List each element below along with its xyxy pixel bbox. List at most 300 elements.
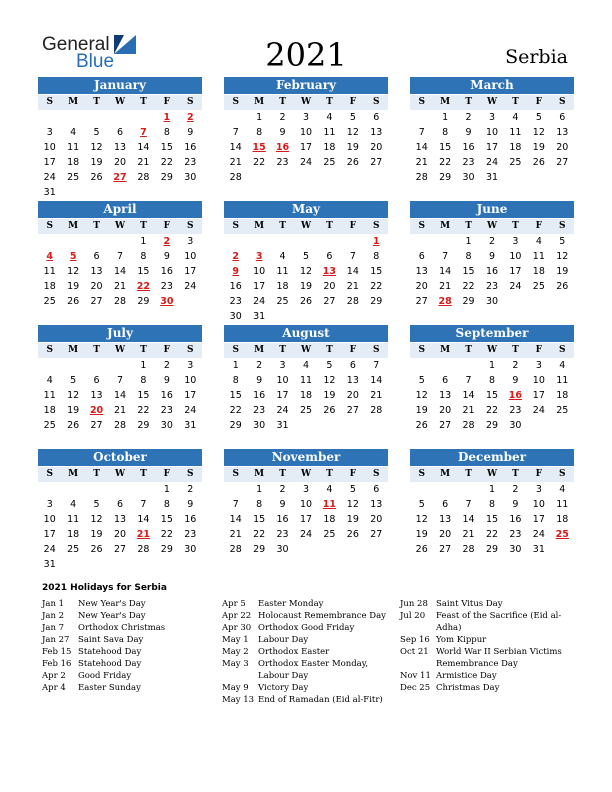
weekday-header (38, 219, 202, 234)
day-cell: 24 (43, 172, 56, 183)
day-cell: 22 (485, 529, 499, 540)
holiday-item (400, 634, 575, 646)
holiday-item (222, 646, 394, 658)
day-cell: 29 (439, 172, 452, 183)
month-title: May (224, 201, 388, 218)
month-title: September (410, 325, 574, 342)
day-cell: 4 (70, 499, 77, 510)
day-cell: 26 (90, 172, 103, 183)
day-cell: 17 (184, 266, 197, 277)
weekday-label: S (418, 469, 425, 479)
day-cell: 13 (439, 514, 452, 525)
day-cell: 14 (462, 514, 475, 525)
day-cell: 27 (556, 157, 569, 168)
month-november (224, 449, 388, 557)
day-cell: 8 (488, 499, 496, 510)
empty-day-cell (247, 234, 270, 249)
day-cell: 9 (163, 375, 170, 386)
day-cell: 1 (488, 360, 496, 371)
holiday-date: Apr 30 (222, 623, 252, 633)
empty-day-cell (433, 358, 456, 373)
month-january (38, 77, 202, 200)
holiday-name: Orthodox Good Friday (258, 623, 355, 633)
day-grid (410, 234, 574, 309)
day-cell: 24 (299, 157, 313, 168)
day-cell: 9 (465, 127, 472, 138)
empty-day-cell (85, 110, 108, 125)
day-cell: 31 (43, 559, 56, 570)
day-cell: 1 (488, 484, 496, 495)
holiday-item (42, 622, 214, 634)
weekday-label: S (232, 469, 239, 479)
day-cell: 22 (439, 157, 452, 168)
day-grid (410, 482, 574, 557)
day-cell: 4 (535, 236, 542, 247)
empty-day-cell (410, 110, 433, 125)
day-cell: 16 (276, 514, 289, 525)
day-cell: 19 (67, 405, 80, 416)
weekday-label: F (535, 97, 543, 107)
weekday-label: F (349, 469, 357, 479)
day-cell: 9 (488, 251, 496, 262)
month-title: April (38, 201, 202, 218)
weekday-label: F (535, 345, 543, 355)
weekday-label: T (512, 97, 519, 107)
day-cell: 18 (67, 529, 80, 540)
day-cell: 27 (90, 296, 103, 307)
holiday-name: Armistice Day (436, 671, 497, 681)
day-cell: 15 (485, 390, 499, 401)
weekday-label: F (349, 345, 357, 355)
empty-day-cell (132, 110, 155, 125)
weekday-label: F (535, 469, 543, 479)
holiday-day-cell: 3 (255, 251, 263, 262)
day-cell: 19 (556, 266, 569, 277)
day-cell: 21 (370, 390, 383, 401)
empty-day-cell (38, 234, 61, 249)
day-cell: 17 (43, 529, 56, 540)
holiday-day-cell: 9 (232, 266, 240, 277)
day-cell: 10 (253, 266, 266, 277)
day-cell: 30 (184, 172, 197, 183)
month-may (224, 201, 388, 324)
holiday-item (400, 682, 575, 694)
weekday-label: W (300, 97, 312, 107)
day-cell: 22 (160, 529, 173, 540)
day-cell: 24 (532, 529, 545, 540)
holiday-item (222, 682, 394, 694)
day-cell: 31 (276, 420, 289, 431)
day-cell: 31 (43, 187, 56, 198)
day-cell: 14 (229, 514, 242, 525)
day-cell: 16 (184, 142, 197, 153)
weekday-header (224, 467, 388, 482)
day-cell: 4 (512, 112, 519, 123)
empty-day-cell (410, 358, 433, 373)
day-cell: 8 (373, 251, 380, 262)
day-cell: 11 (323, 127, 336, 138)
day-cell: 25 (509, 157, 522, 168)
day-cell: 16 (509, 514, 522, 525)
day-cell: 26 (323, 405, 336, 416)
weekday-header (410, 343, 574, 358)
day-cell: 27 (439, 544, 452, 555)
day-cell: 5 (535, 112, 542, 123)
day-cell: 6 (373, 484, 380, 495)
day-cell: 28 (229, 172, 242, 183)
holiday-day-cell: 1 (372, 236, 380, 247)
day-cell: 24 (184, 281, 197, 292)
day-cell: 12 (415, 514, 428, 525)
day-cell: 23 (509, 405, 522, 416)
holiday-day-cell: 21 (136, 529, 151, 540)
empty-day-cell (318, 234, 341, 249)
holiday-item (42, 670, 214, 682)
day-cell: 10 (509, 251, 522, 262)
weekday-label: S (46, 345, 53, 355)
day-cell: 6 (349, 360, 356, 371)
day-cell: 14 (113, 390, 127, 401)
day-cell: 3 (187, 360, 194, 371)
day-cell: 4 (46, 375, 53, 386)
day-cell: 19 (415, 405, 428, 416)
month-august (224, 325, 388, 433)
day-cell: 17 (276, 390, 289, 401)
weekday-label: T (279, 97, 286, 107)
holiday-name: New Year's Day (78, 611, 146, 621)
holidays-column (222, 598, 394, 706)
weekday-label: T (93, 469, 100, 479)
day-cell: 8 (163, 127, 170, 138)
day-cell: 24 (184, 405, 197, 416)
day-cell: 14 (137, 514, 150, 525)
logo-text-blue: Blue (76, 51, 115, 72)
day-grid (38, 482, 202, 572)
day-cell: 15 (160, 142, 173, 153)
weekday-label: T (279, 221, 286, 231)
holiday-name: Easter Monday (258, 599, 324, 609)
day-cell: 7 (418, 127, 425, 138)
holiday-name: Statehood Day (78, 647, 142, 657)
holiday-date: May 9 (222, 683, 249, 693)
day-cell: 23 (276, 157, 289, 168)
holiday-day-cell: 2 (186, 112, 194, 123)
holiday-date: Apr 2 (42, 671, 66, 681)
holiday-date: Feb 15 (42, 647, 72, 657)
day-cell: 5 (326, 360, 333, 371)
weekday-header (410, 467, 574, 482)
weekday-label: S (46, 469, 53, 479)
day-cell: 3 (302, 484, 310, 495)
day-cell: 2 (512, 484, 519, 495)
day-cell: 7 (232, 499, 239, 510)
weekday-label: F (163, 97, 171, 107)
day-cell: 26 (299, 296, 313, 307)
day-cell: 6 (116, 499, 124, 510)
day-cell: 14 (415, 142, 428, 153)
weekday-label: W (300, 345, 312, 355)
day-cell: 4 (279, 251, 286, 262)
day-cell: 22 (137, 405, 150, 416)
day-cell: 8 (465, 251, 472, 262)
day-cell: 23 (160, 281, 173, 292)
holiday-name: Christmas Day (436, 683, 500, 693)
weekday-label: W (300, 469, 312, 479)
day-cell: 10 (532, 499, 545, 510)
holiday-name: End of Ramadan (Eid al-Fitr) (258, 695, 383, 705)
day-cell: 21 (137, 157, 150, 168)
day-cell: 25 (67, 172, 80, 183)
weekday-label: S (373, 469, 380, 479)
holiday-item (222, 598, 394, 610)
day-cell: 30 (276, 544, 289, 555)
day-cell: 10 (184, 251, 197, 262)
day-cell: 5 (93, 127, 100, 138)
day-cell: 22 (462, 281, 475, 292)
day-cell: 18 (556, 390, 569, 401)
day-cell: 25 (43, 420, 56, 431)
weekday-label: T (512, 469, 519, 479)
empty-day-cell (341, 234, 364, 249)
holiday-day-cell: 27 (113, 172, 127, 183)
day-cell: 18 (299, 390, 313, 401)
weekday-label: S (373, 97, 380, 107)
holiday-name: Saint Vitus Day (436, 599, 503, 609)
weekday-label: M (440, 97, 451, 107)
weekday-label: W (486, 469, 498, 479)
holiday-date: Apr 5 (222, 599, 246, 609)
day-cell: 5 (349, 484, 356, 495)
day-cell: 13 (370, 499, 383, 510)
day-cell: 5 (418, 499, 425, 510)
weekday-label: W (486, 221, 498, 231)
weekday-label: W (114, 345, 126, 355)
day-cell: 19 (346, 514, 359, 525)
day-cell: 10 (299, 127, 313, 138)
holiday-name: Victory Day (258, 683, 309, 693)
empty-day-cell (61, 358, 84, 373)
day-cell: 18 (43, 281, 56, 292)
empty-day-cell (271, 234, 294, 249)
day-cell: 28 (113, 296, 127, 307)
holiday-item (400, 610, 575, 634)
weekday-label: T (326, 221, 333, 231)
weekday-header (410, 95, 574, 110)
day-cell: 17 (485, 142, 499, 153)
day-cell: 14 (229, 142, 242, 153)
day-cell: 15 (137, 266, 150, 277)
weekday-label: S (418, 345, 425, 355)
weekday-label: S (418, 221, 425, 231)
calendar-country: Serbia (505, 46, 568, 68)
day-cell: 21 (462, 405, 475, 416)
day-cell: 17 (532, 514, 545, 525)
month-title: February (224, 77, 388, 94)
day-cell: 3 (46, 499, 53, 510)
day-cell: 18 (67, 157, 80, 168)
day-cell: 25 (299, 405, 313, 416)
day-cell: 19 (323, 390, 336, 401)
holiday-item (42, 634, 214, 646)
empty-day-cell (85, 482, 108, 497)
day-cell: 28 (137, 544, 150, 555)
weekday-label: T (93, 97, 100, 107)
day-cell: 3 (535, 360, 542, 371)
day-cell: 10 (276, 375, 289, 386)
day-cell: 26 (90, 544, 103, 555)
weekday-label: F (163, 221, 171, 231)
month-title: March (410, 77, 574, 94)
holiday-date: Apr 22 (222, 611, 252, 621)
day-cell: 20 (370, 142, 383, 153)
weekday-header (224, 95, 388, 110)
weekday-label: M (68, 97, 79, 107)
day-cell: 21 (113, 405, 127, 416)
day-cell: 12 (90, 514, 103, 525)
empty-day-cell (38, 358, 61, 373)
empty-day-cell (85, 234, 108, 249)
day-cell: 13 (113, 142, 127, 153)
day-cell: 1 (256, 112, 263, 123)
day-cell: 14 (370, 375, 383, 386)
day-cell: 21 (229, 529, 242, 540)
holiday-day-cell: 15 (252, 142, 266, 153)
day-cell: 29 (229, 420, 242, 431)
empty-day-cell (61, 482, 84, 497)
day-cell: 25 (67, 544, 80, 555)
empty-day-cell (433, 234, 456, 249)
holiday-date: Feb 16 (42, 659, 72, 669)
day-cell: 8 (140, 375, 147, 386)
day-cell: 3 (46, 127, 53, 138)
day-cell: 11 (532, 251, 545, 262)
day-cell: 15 (253, 514, 266, 525)
weekday-label: W (114, 221, 126, 231)
weekday-label: M (68, 345, 79, 355)
day-cell: 24 (276, 405, 289, 416)
day-cell: 25 (276, 296, 289, 307)
day-cell: 20 (90, 281, 103, 292)
empty-day-cell (38, 482, 61, 497)
weekday-header (38, 467, 202, 482)
weekday-label: F (535, 221, 543, 231)
day-cell: 1 (140, 360, 147, 371)
day-cell: 15 (370, 266, 383, 277)
day-cell: 24 (532, 405, 545, 416)
day-cell: 31 (485, 172, 499, 183)
day-cell: 10 (184, 375, 197, 386)
day-cell: 31 (184, 420, 197, 431)
holiday-item (400, 670, 575, 682)
day-cell: 27 (346, 405, 359, 416)
day-cell: 6 (116, 127, 124, 138)
day-cell: 6 (93, 251, 100, 262)
day-cell: 7 (442, 251, 449, 262)
day-cell: 21 (415, 157, 428, 168)
day-cell: 2 (279, 484, 286, 495)
day-cell: 9 (163, 251, 170, 262)
day-cell: 22 (485, 405, 499, 416)
day-cell: 26 (67, 420, 80, 431)
day-cell: 10 (299, 499, 313, 510)
day-cell: 29 (137, 420, 150, 431)
holiday-day-cell: 16 (508, 390, 523, 401)
day-cell: 30 (184, 544, 197, 555)
holiday-name: New Year's Day (78, 599, 146, 609)
holiday-date: May 13 (222, 695, 255, 705)
day-grid (224, 234, 388, 324)
empty-day-cell (433, 482, 456, 497)
day-cell: 16 (184, 514, 197, 525)
weekday-label: M (254, 97, 265, 107)
day-cell: 15 (485, 514, 499, 525)
day-cell: 8 (232, 375, 239, 386)
day-cell: 18 (556, 514, 569, 525)
day-cell: 12 (532, 127, 545, 138)
day-cell: 8 (163, 499, 170, 510)
day-cell: 30 (509, 420, 522, 431)
day-cell: 12 (299, 266, 313, 277)
weekday-label: F (349, 221, 357, 231)
day-cell: 29 (462, 296, 475, 307)
day-cell: 13 (439, 390, 452, 401)
holiday-day-cell: 13 (322, 266, 337, 277)
month-february (224, 77, 388, 185)
holiday-date: May 3 (222, 659, 249, 669)
month-april (38, 201, 202, 309)
weekday-label: T (326, 345, 333, 355)
holiday-date: Nov 11 (400, 671, 431, 681)
day-cell: 7 (140, 499, 147, 510)
empty-day-cell (410, 482, 433, 497)
day-cell: 2 (187, 484, 194, 495)
day-grid (224, 110, 388, 185)
day-cell: 11 (43, 390, 56, 401)
weekday-header (224, 343, 388, 358)
empty-day-cell (294, 234, 317, 249)
holiday-date: Jul 20 (400, 611, 426, 621)
day-cell: 3 (187, 236, 194, 247)
day-cell: 5 (418, 375, 425, 386)
weekday-label: M (440, 345, 451, 355)
day-grid (224, 482, 388, 557)
day-cell: 20 (323, 281, 336, 292)
day-cell: 5 (349, 112, 356, 123)
weekday-label: T (93, 345, 100, 355)
weekday-label: S (187, 469, 194, 479)
day-cell: 27 (370, 157, 383, 168)
day-cell: 3 (488, 112, 496, 123)
day-cell: 13 (113, 514, 127, 525)
day-cell: 18 (43, 405, 56, 416)
holiday-date: Jan 2 (42, 611, 65, 621)
weekday-label: S (232, 97, 239, 107)
day-cell: 10 (485, 127, 499, 138)
day-cell: 12 (346, 499, 359, 510)
holiday-date: May 1 (222, 635, 249, 645)
day-cell: 6 (373, 112, 380, 123)
day-cell: 16 (229, 281, 242, 292)
day-cell: 28 (370, 405, 383, 416)
day-cell: 31 (532, 544, 545, 555)
day-cell: 21 (346, 281, 359, 292)
day-cell: 27 (415, 296, 428, 307)
day-cell: 1 (140, 236, 147, 247)
holiday-item (222, 694, 394, 706)
day-cell: 5 (302, 251, 310, 262)
day-cell: 16 (462, 142, 475, 153)
holiday-item (42, 598, 214, 610)
